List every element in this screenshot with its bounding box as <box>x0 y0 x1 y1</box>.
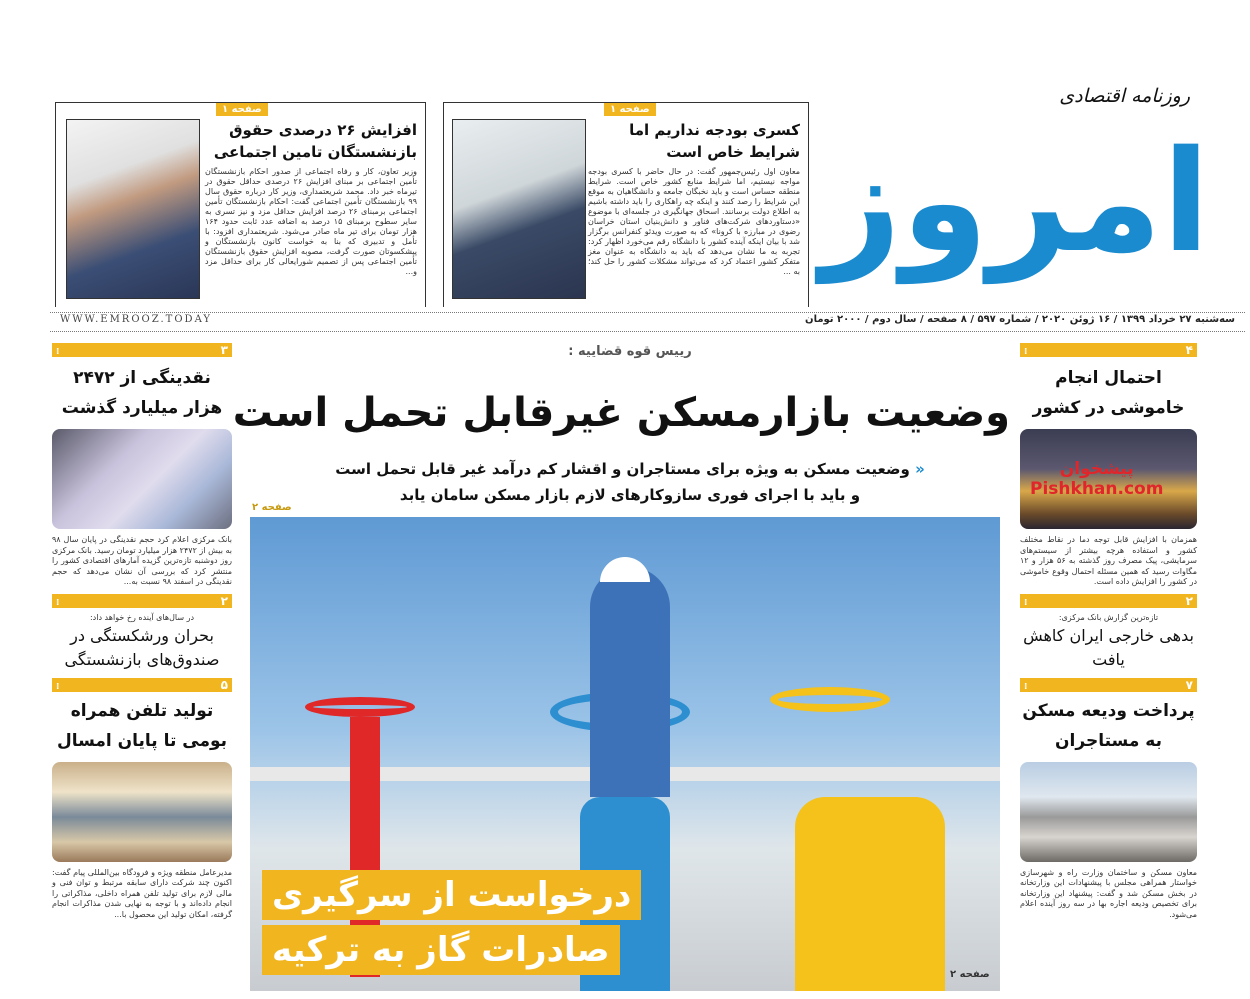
story-kicker: در سال‌های آینده رخ خواهد داد: <box>89 612 195 622</box>
section-bar <box>1020 343 1197 357</box>
left-column <box>52 343 232 920</box>
page-number: ۴ <box>1185 343 1193 357</box>
story-photo <box>452 119 586 299</box>
grid-icon: ⁞ <box>1024 347 1028 357</box>
main-photo[interactable] <box>250 517 1000 991</box>
page-number: ۲ <box>1185 593 1193 608</box>
section-bar <box>1020 594 1197 608</box>
story-text <box>205 119 417 277</box>
story-title[interactable]: تولید تلفن همراه بومی تا پایان امسال <box>56 700 228 751</box>
page-number: ۵ <box>220 677 228 692</box>
hardhat <box>600 557 650 582</box>
story-title[interactable]: پرداخت ودیعه مسکن به مستاجران <box>1022 700 1195 751</box>
main-headline[interactable]: وضعیت بازارمسکن غیرقابل تحمل است <box>232 390 1010 436</box>
section-bar <box>52 678 232 692</box>
story-body: مدیرعامل منطقه ویژه و فرودگاه بین‌المللی پیام گفت: اکنون چند شرکت دارای سابقه مرتبط و توان فنی و مالی لازم برای تولید تلفن همراه داخلی، مذاکراتی را انجام داده‌اند و با توجه به نهایی شدن مذاکرات انجام گرفته، امکان تولید این محصول با... <box>52 867 232 919</box>
right-column <box>1020 343 1197 920</box>
divider <box>50 312 1245 313</box>
grid-icon: ⁞ <box>1024 681 1028 692</box>
story-title[interactable]: احتمال انجام خاموشی در کشور <box>1032 368 1185 418</box>
story-title: کسری بودجه نداریم اما شرایط خاص است <box>629 121 800 161</box>
main-subhead-2: و باید با اجرای فوری سازوکارهای لازم بازار مسکن سامان یابد <box>399 486 861 504</box>
grid-icon: ⁞ <box>56 597 60 608</box>
yellow-valve <box>795 797 945 991</box>
phones-shop-photo <box>52 762 232 862</box>
top-story-pensions[interactable] <box>55 102 426 307</box>
story-photo <box>66 119 200 299</box>
newspaper-logo: امروز <box>820 121 1210 284</box>
newspaper-subtitle: روزنامه اقتصادی <box>1059 85 1190 107</box>
story-body: معاون اول رئیس‌جمهور گفت: در حال حاضر با کسری بودجه مواجه نیستیم، اما شرایط منابع کشور خاص است. شرایط منطقه حساس است و باید نخبگان جامعه و دانشگاهیان به موقع این شرایط را رصد کنند و اینکه چه راهکاری را باید داشته باشیم به اطلاع دولت برسانند. اسحاق جهانگیری در جلسه‌ای با موضوع «دستاوردهای شرکت‌های فناور و دانش‌بنیان استان خراسان رضوی در مبارزه با کرونا» که به صورت ویدئو کنفرانس برگزار شد با بیان اینکه آینده کشور با دانشگاه رقم می‌خورد اظهار کرد: تجربه به ما نشان می‌دهد که باید به دانشگاه به عنوان مغز متفکر کشور اعتماد کرد که می‌تواند مشکلات کشور را حل کند؛ به ... <box>588 167 800 276</box>
page-ref: صفحه ۲ <box>252 502 292 513</box>
page-label: صفحه ۱ <box>216 103 268 116</box>
page-number: ۲ <box>220 593 228 608</box>
grid-icon: ⁞ <box>56 347 60 357</box>
website: WWW.EMROOZ.TODAY <box>60 314 212 325</box>
red-valve-wheel <box>305 697 415 717</box>
photo-caption-line-1: درخواست از سرگیری <box>262 870 641 920</box>
page-ref: صفحه ۲ <box>950 969 990 980</box>
story-body: همزمان با افزایش قابل توجه دما در نقاط مختلف کشور و استفاده هرچه بیشتر از سیستم‌های سرمایشی، پیک مصرف روز گذشته به ۵۶ هزار و ۱۲ مگاوات رسید که همین مسئله احتمال وقوع خاموشی در کشور را افزایش داده است. <box>1020 535 1197 586</box>
main-subhead-1 <box>250 458 1010 480</box>
yellow-valve-wheel <box>770 687 890 712</box>
divider <box>50 331 1245 332</box>
story-title: افزایش ۲۶ درصدی حقوق بازنشستگان تامین اجتماعی <box>213 121 417 161</box>
story-kicker: تازه‌ترین گزارش بانک مرکزی: <box>1058 612 1159 622</box>
section-bar <box>52 594 232 608</box>
story-text <box>588 119 800 277</box>
section-bar <box>52 343 232 357</box>
watermark-line-2: Pishkhan.com <box>1030 479 1164 499</box>
story-body: وزیر تعاون، کار و رفاه اجتماعی از صدور احکام بازنشستگان تأمین اجتماعی بر مبنای افزایش ۲۶ درصدی حداقل حقوق در تیرماه خبر داد. محمد شریعتمداری، وزیر کار درباره حقوق سال ۹۹ بازنشستگان تأمین اجتماعی گفت: احکام بازنشستگان تأمین اجتماعی برمبنای ۲۶ درصد افزایش حداقل مزد و نیز تسری به سایر سطوح برمبنای ۱۵ درصد به اضافه عدد ثابت حدود ۱۶۴ هزار تومان برای تیر ماه صادر می‌شود. شریعتمداری افزود: با تأمل و تدبیری که بنا به خواست کانون بازنشستگان و پیشکسوتان صورت گرفت، مصوبه افزایش حقوق بازنشستگان تأمین اجتماعی پس از تصمیم شورایعالی کار برای حداقل مزد و... <box>205 167 418 276</box>
story-title[interactable]: بدهی خارجی ایران کاهش یافت <box>1023 625 1194 669</box>
banknotes-photo <box>52 429 232 529</box>
watermark-line-1: پیشخوان <box>1059 459 1134 479</box>
subhead-text: وضعیت مسکن به ویژه برای مستاجران و اقشار کم درآمد غیر قابل تحمل است <box>335 460 910 478</box>
buildings-photo <box>1020 762 1197 862</box>
story-body: معاون مسکن و ساختمان وزارت راه و شهرسازی خواستار همراهی مجلس با پیشنهادات این وزارتخانه در بخش مسکن شد و گفت: پیشنهاد این وزارتخانه برای تخصیص ودیعه اجاره بها در سه روز آینده اعلام می‌شود. <box>1020 867 1197 919</box>
photo-caption-line-2: صادرات گاز به ترکیه <box>262 925 620 975</box>
worker <box>590 567 670 797</box>
story-title[interactable]: نقدینگی از ۲۴۷۲ هزار میلیارد گذشت <box>61 368 223 418</box>
story-body: بانک مرکزی اعلام کرد حجم نقدینگی در پایان سال ۹۸ به بیش از ۲۴۷۲ هزار میلیارد تومان رسید. بانک مرکزی روز دوشنبه تازه‌ترین گزیده آمارهای اقتصادی کشور را منتشر کرد که بررسی آن نشان می‌دهد که حجم نقدینگی در اسفند ۹۸ نسبت به... <box>52 535 233 586</box>
dateline: سه‌شنبه ۲۷ خرداد ۱۳۹۹ / ۱۶ ژوئن ۲۰۲۰ / شماره ۵۹۷ / ۸ صفحه / سال دوم / ۲۰۰۰ تومان <box>805 314 1235 325</box>
story-title[interactable]: بحران ورشکستگی در صندوق‌های بازنشستگی <box>64 625 220 669</box>
top-story-budget[interactable] <box>443 102 809 307</box>
bullet-icon: « <box>915 460 925 478</box>
grid-icon: ⁞ <box>1024 597 1028 608</box>
main-kicker: رییس قوه قضاییه : <box>568 344 692 359</box>
page-number: ۳ <box>220 343 228 357</box>
grid-icon: ⁞ <box>56 681 60 692</box>
page-label: صفحه ۱ <box>604 103 656 116</box>
pishkhan-watermark <box>1030 459 1163 499</box>
page-number: ۷ <box>1185 677 1193 692</box>
section-bar <box>1020 678 1197 692</box>
